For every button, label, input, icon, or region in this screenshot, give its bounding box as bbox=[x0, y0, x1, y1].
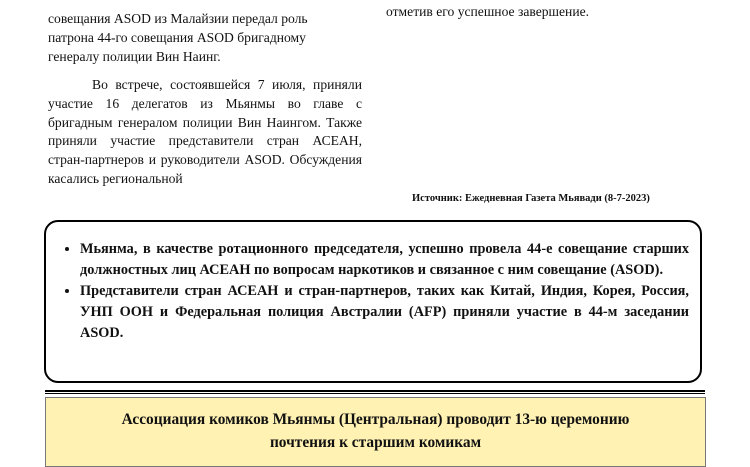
summary-bullet-2: • Представители стран АСЕАН и стран-партнеров, таких как Китай, Индия, Корея, Россия, УНП ООН и Федеральная полиция Австралии (AFP) приняли участие в 44-м заседании ASOD. bbox=[80, 281, 689, 344]
paragraph-1-line-1: совещания ASOD из Малайзии передал роль bbox=[48, 11, 308, 26]
headline-line-2: почтения к старшим комикам bbox=[269, 434, 482, 451]
section-divider-thick bbox=[45, 390, 705, 392]
next-article-headline bbox=[45, 397, 706, 467]
summary-box bbox=[44, 220, 702, 383]
paragraph-1-line-2: патрона 44-го совещания ASOD бригадному bbox=[48, 29, 306, 45]
article-source: Источник: Ежедневная Газета Мьявади (8-7-2023) bbox=[412, 193, 650, 204]
paragraph-1-line-3: генералу полиции Вин Наинг. bbox=[48, 48, 221, 64]
section-divider-thin bbox=[45, 393, 705, 394]
paragraph-2: Во встрече, состоявшейся 7 июля, приняли участие 16 делегатов из Мьянмы во главе с бригадным генералом полиции Вин Наингом. Также приняли участие представители стран АСЕАН, стран-партнеров и руководители ASOD. Обсуждения касались региональной bbox=[48, 76, 362, 187]
headline-line-1: Ассоциация комиков Мьянмы (Центральная) проводит 13-ю церемонию bbox=[121, 411, 630, 428]
article-left-column bbox=[48, 3, 362, 189]
summary-bullet-1: • Мьянма, в качестве ротационного председателя, успешно провела 44-е совещание старших должностных лиц АСЕАН по вопросам наркотиков и связанное с ним совещание (ASOD). bbox=[80, 239, 689, 281]
right-column-text: отметив его успешное завершение. bbox=[386, 4, 590, 19]
article-right-column bbox=[386, 3, 716, 22]
clipped-line bbox=[48, 0, 362, 10]
summary-list bbox=[58, 239, 689, 344]
paragraph-1 bbox=[48, 0, 362, 67]
